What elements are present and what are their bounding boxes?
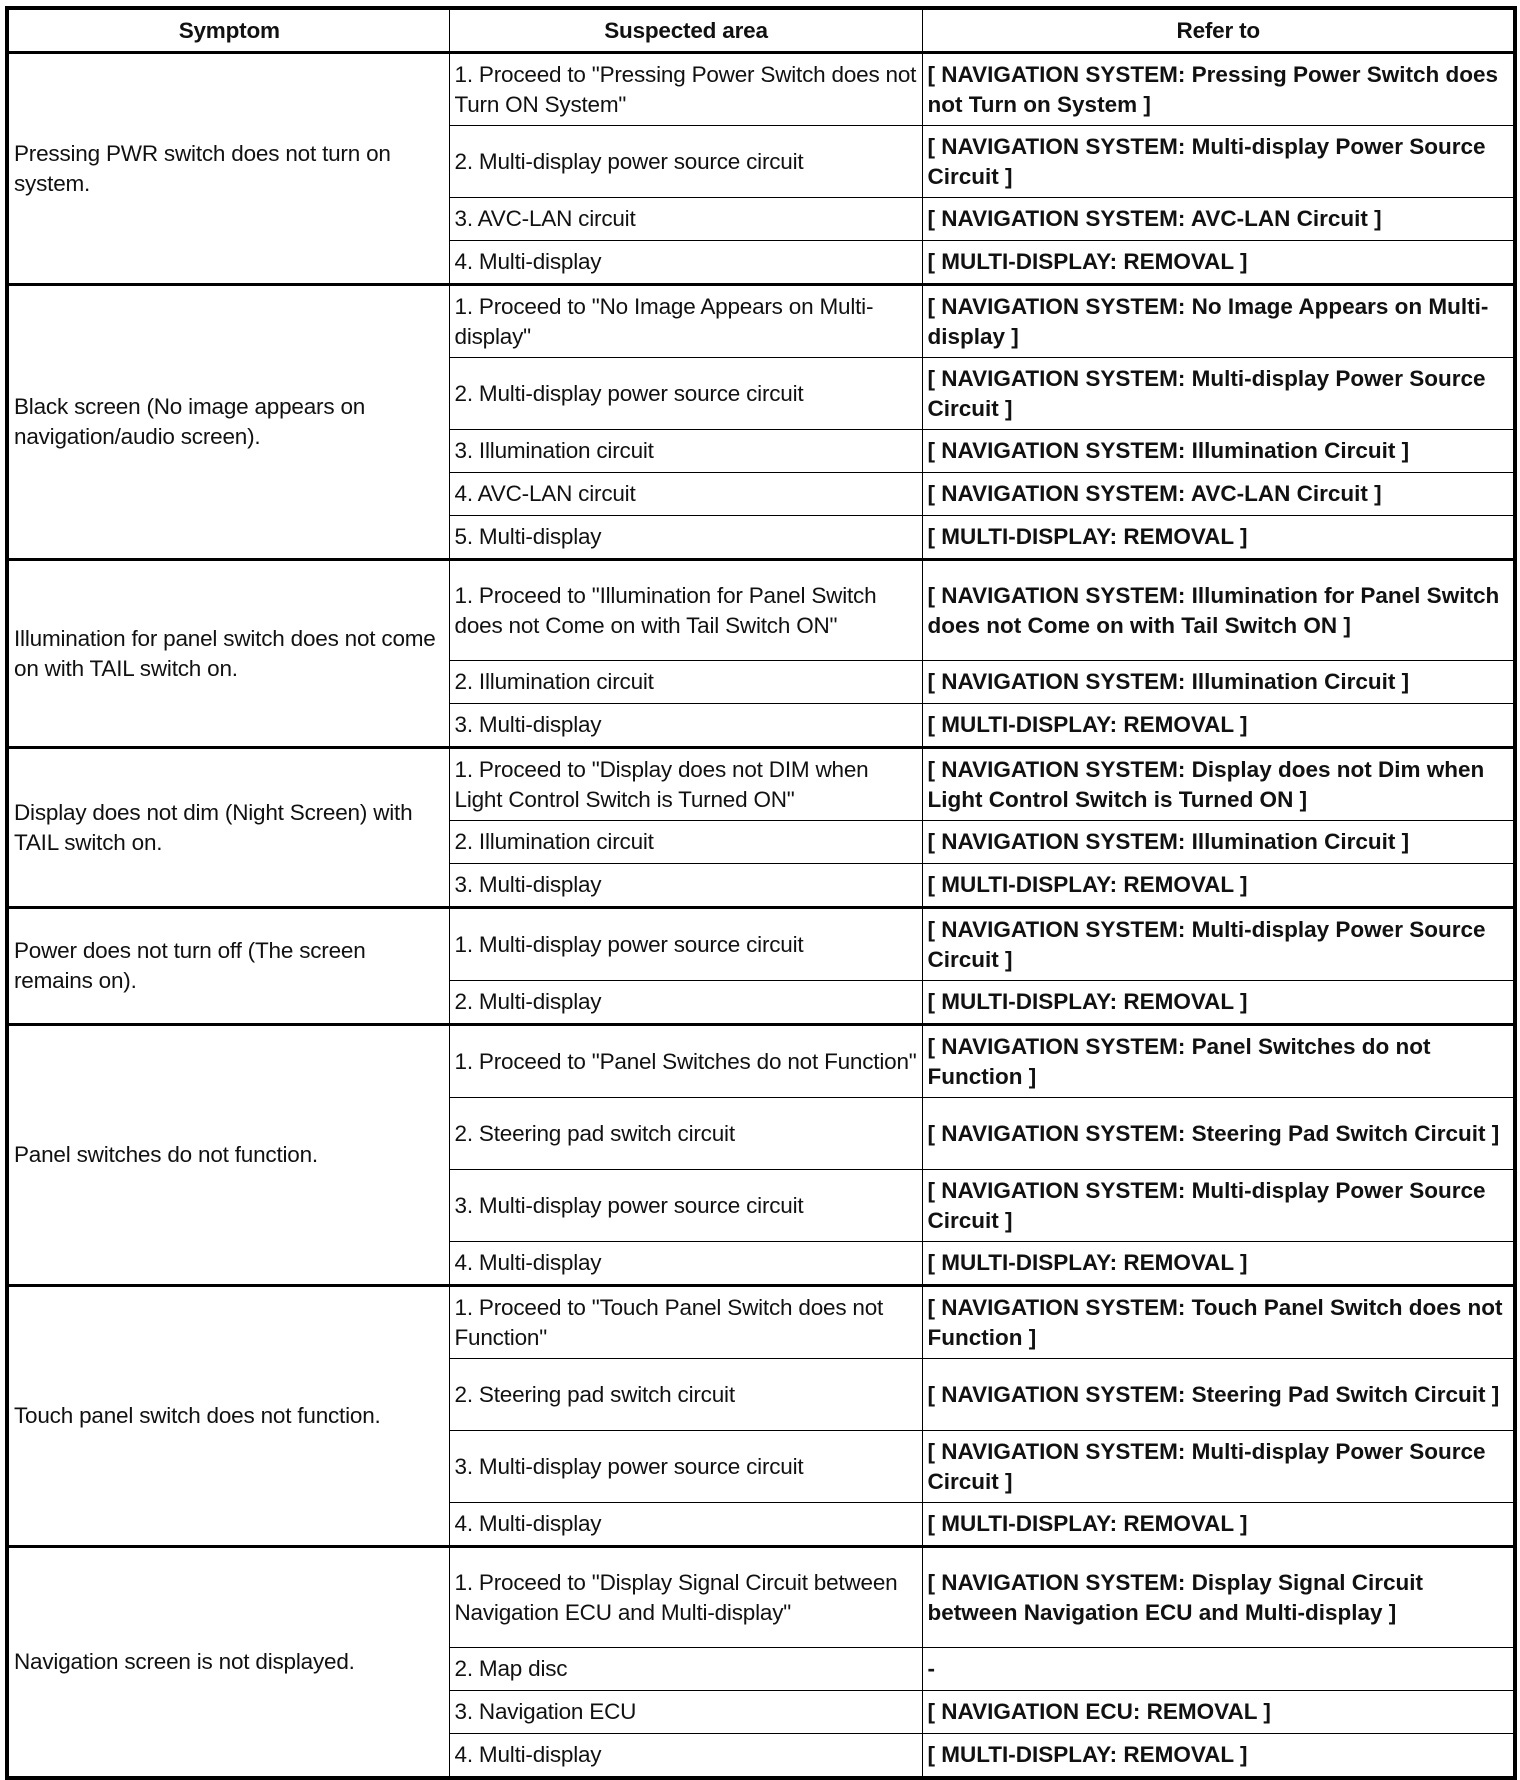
table-row: [7, 285, 1515, 358]
symptom-cell: Panel switches do not function.: [7, 1025, 449, 1286]
refer-to-link[interactable]: [ NAVIGATION SYSTEM: Illumination Circuit ]: [922, 430, 1515, 473]
suspected-area-cell: 1. Proceed to "No Image Appears on Multi-display": [449, 285, 922, 358]
refer-to-link[interactable]: [ MULTI-DISPLAY: REMOVAL ]: [922, 516, 1515, 560]
suspected-area-cell: 1. Proceed to "Panel Switches do not Function": [449, 1025, 922, 1098]
refer-to-link[interactable]: [ MULTI-DISPLAY: REMOVAL ]: [922, 241, 1515, 285]
refer-to-link[interactable]: [ NAVIGATION SYSTEM: AVC-LAN Circuit ]: [922, 473, 1515, 516]
refer-to-link[interactable]: [ NAVIGATION SYSTEM: Steering Pad Switch Circuit ]: [922, 1098, 1515, 1170]
suspected-area-cell: 2. Multi-display: [449, 981, 922, 1025]
refer-to-link[interactable]: [ MULTI-DISPLAY: REMOVAL ]: [922, 704, 1515, 748]
refer-to-link[interactable]: [ NAVIGATION SYSTEM: Illumination Circuit ]: [922, 821, 1515, 864]
suspected-area-cell: 3. Multi-display power source circuit: [449, 1170, 922, 1242]
suspected-area-cell: 4. AVC-LAN circuit: [449, 473, 922, 516]
suspected-area-cell: 3. Illumination circuit: [449, 430, 922, 473]
header-suspected-area: Suspected area: [449, 8, 922, 53]
suspected-area-cell: 2. Steering pad switch circuit: [449, 1098, 922, 1170]
header-symptom: Symptom: [7, 8, 449, 53]
refer-to-link[interactable]: [ NAVIGATION SYSTEM: Steering Pad Switch Circuit ]: [922, 1359, 1515, 1431]
suspected-area-cell: 3. Navigation ECU: [449, 1691, 922, 1734]
table-row: [7, 1547, 1515, 1648]
refer-to-link[interactable]: [ MULTI-DISPLAY: REMOVAL ]: [922, 1242, 1515, 1286]
suspected-area-cell: 5. Multi-display: [449, 516, 922, 560]
table-row: [7, 1286, 1515, 1359]
troubleshooting-table: [5, 6, 1517, 1780]
suspected-area-cell: 3. Multi-display: [449, 864, 922, 908]
symptom-cell: Display does not dim (Night Screen) with TAIL switch on.: [7, 748, 449, 908]
suspected-area-cell: 2. Illumination circuit: [449, 661, 922, 704]
symptom-cell: Black screen (No image appears on navigation/audio screen).: [7, 285, 449, 560]
refer-to-link[interactable]: [ NAVIGATION SYSTEM: Multi-display Power Source Circuit ]: [922, 1431, 1515, 1503]
table-row: [7, 908, 1515, 981]
suspected-area-cell: 2. Multi-display power source circuit: [449, 126, 922, 198]
refer-to-link[interactable]: [ NAVIGATION SYSTEM: Multi-display Power Source Circuit ]: [922, 908, 1515, 981]
suspected-area-cell: 2. Map disc: [449, 1648, 922, 1691]
symptom-cell: Navigation screen is not displayed.: [7, 1547, 449, 1779]
refer-to-link[interactable]: [ NAVIGATION ECU: REMOVAL ]: [922, 1691, 1515, 1734]
refer-to-link[interactable]: [ NAVIGATION SYSTEM: Pressing Power Switch does not Turn on System ]: [922, 53, 1515, 126]
suspected-area-cell: 3. Multi-display power source circuit: [449, 1431, 922, 1503]
suspected-area-cell: 1. Proceed to "Illumination for Panel Switch does not Come on with Tail Switch ON": [449, 560, 922, 661]
suspected-area-cell: 3. AVC-LAN circuit: [449, 198, 922, 241]
header-refer-to: Refer to: [922, 8, 1515, 53]
refer-to-link[interactable]: [ MULTI-DISPLAY: REMOVAL ]: [922, 981, 1515, 1025]
suspected-area-cell: 3. Multi-display: [449, 704, 922, 748]
symptom-cell: Power does not turn off (The screen remains on).: [7, 908, 449, 1025]
suspected-area-cell: 4. Multi-display: [449, 241, 922, 285]
refer-to-link[interactable]: [ NAVIGATION SYSTEM: Display Signal Circuit between Navigation ECU and Multi-display ]: [922, 1547, 1515, 1648]
refer-to-link: -: [922, 1648, 1515, 1691]
suspected-area-cell: 1. Proceed to "Display Signal Circuit between Navigation ECU and Multi-display": [449, 1547, 922, 1648]
header-row: [7, 8, 1515, 53]
refer-to-link[interactable]: [ NAVIGATION SYSTEM: Illumination for Panel Switch does not Come on with Tail Switch ON ]: [922, 560, 1515, 661]
refer-to-link[interactable]: [ MULTI-DISPLAY: REMOVAL ]: [922, 1734, 1515, 1779]
refer-to-link[interactable]: [ NAVIGATION SYSTEM: Panel Switches do not Function ]: [922, 1025, 1515, 1098]
table-row: [7, 748, 1515, 821]
symptom-cell: Pressing PWR switch does not turn on system.: [7, 53, 449, 285]
suspected-area-cell: 2. Multi-display power source circuit: [449, 358, 922, 430]
refer-to-link[interactable]: [ NAVIGATION SYSTEM: Illumination Circuit ]: [922, 661, 1515, 704]
symptom-cell: Touch panel switch does not function.: [7, 1286, 449, 1547]
refer-to-link[interactable]: [ NAVIGATION SYSTEM: Multi-display Power Source Circuit ]: [922, 358, 1515, 430]
refer-to-link[interactable]: [ NAVIGATION SYSTEM: AVC-LAN Circuit ]: [922, 198, 1515, 241]
suspected-area-cell: 1. Proceed to "Touch Panel Switch does not Function": [449, 1286, 922, 1359]
table-row: [7, 560, 1515, 661]
refer-to-link[interactable]: [ NAVIGATION SYSTEM: Multi-display Power Source Circuit ]: [922, 126, 1515, 198]
refer-to-link[interactable]: [ NAVIGATION SYSTEM: Touch Panel Switch does not Function ]: [922, 1286, 1515, 1359]
suspected-area-cell: 1. Proceed to "Pressing Power Switch does not Turn ON System": [449, 53, 922, 126]
suspected-area-cell: 4. Multi-display: [449, 1734, 922, 1779]
refer-to-link[interactable]: [ NAVIGATION SYSTEM: Multi-display Power Source Circuit ]: [922, 1170, 1515, 1242]
suspected-area-cell: 4. Multi-display: [449, 1503, 922, 1547]
suspected-area-cell: 1. Multi-display power source circuit: [449, 908, 922, 981]
refer-to-link[interactable]: [ MULTI-DISPLAY: REMOVAL ]: [922, 864, 1515, 908]
refer-to-link[interactable]: [ MULTI-DISPLAY: REMOVAL ]: [922, 1503, 1515, 1547]
table-row: [7, 53, 1515, 126]
suspected-area-cell: 4. Multi-display: [449, 1242, 922, 1286]
refer-to-link[interactable]: [ NAVIGATION SYSTEM: No Image Appears on Multi-display ]: [922, 285, 1515, 358]
suspected-area-cell: 2. Steering pad switch circuit: [449, 1359, 922, 1431]
symptom-cell: Illumination for panel switch does not come on with TAIL switch on.: [7, 560, 449, 748]
suspected-area-cell: 1. Proceed to "Display does not DIM when Light Control Switch is Turned ON": [449, 748, 922, 821]
suspected-area-cell: 2. Illumination circuit: [449, 821, 922, 864]
refer-to-link[interactable]: [ NAVIGATION SYSTEM: Display does not Dim when Light Control Switch is Turned ON ]: [922, 748, 1515, 821]
table-row: [7, 1025, 1515, 1098]
